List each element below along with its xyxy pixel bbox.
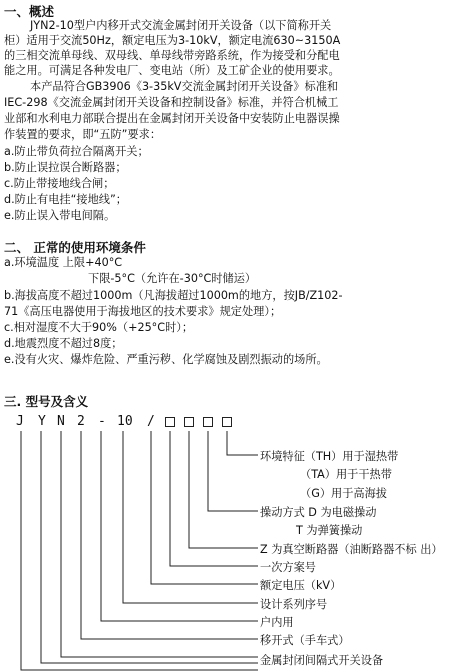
model-label-operation: 操动方式 D 为电磁操动 xyxy=(260,506,377,519)
five-prevention-item: c.防止带接地线合闸； xyxy=(4,177,115,190)
overview-line: 业部和水利电力部联合提出在金属封闭开关设备中安装防止电器误操 xyxy=(4,112,340,125)
code-char: / xyxy=(147,414,155,429)
model-label-voltage: 额定电压（kV） xyxy=(260,579,342,592)
five-prevention-item: d.防止有电挂“接地线”； xyxy=(4,193,127,206)
model-label-scheme: 一次方案号 xyxy=(260,561,316,574)
environment-line: b.海拔高度不超过1000m（凡海拔超过1000m的地方，按JB/Z102- xyxy=(4,289,343,302)
code-char: 2 xyxy=(77,414,85,429)
environment-line: c.相对湿度不大于90%（+25°C时）； xyxy=(4,321,194,334)
model-label-environment: 环境特征（TH）用于湿热带 xyxy=(260,450,399,463)
code-char: N xyxy=(57,414,65,429)
overview-line: 的三相交流单母线、双母线、单母线带旁路系统，作为接受和分配电 xyxy=(4,49,340,62)
overview-line: 本产品符合GB3906《3-35kV交流金属封闭开关设备》标准和 xyxy=(30,80,339,93)
environment-line: a.环境温度 上限+40°C xyxy=(4,256,123,269)
code-char: - xyxy=(98,414,106,429)
section-heading-environment: 二、 正常的使用环境条件 xyxy=(4,240,146,255)
five-prevention-item: e.防止误入带电间隔。 xyxy=(4,209,116,222)
model-label-indoor: 户内用 xyxy=(260,616,294,629)
overview-line: 柜）适用于交流50Hz，额定电压为3-10kV，额定电流630~3150A xyxy=(4,34,341,47)
overview-line: 能之用。可满足各种发电厂、变电站（所）及工矿企业的使用要求。 xyxy=(4,64,340,77)
model-label-environment: （TA）用于干热带 xyxy=(300,468,392,481)
model-label-series: 设计系列序号 xyxy=(260,598,328,611)
environment-line: d.地震烈度不超过8度； xyxy=(4,337,123,350)
overview-line: 作装置的要求，即“五防”要求： xyxy=(4,128,162,141)
model-label-environment: （G）用于高海拔 xyxy=(300,487,387,500)
five-prevention-item: b.防止误拉误合断路器； xyxy=(4,161,127,174)
model-label-withdrawable: 移开式（手车式） xyxy=(260,634,350,647)
environment-line: e.没有火灾、爆炸危险、严重污秽、化学腐蚀及剧烈振动的场所。 xyxy=(4,353,328,366)
model-label-operation: T 为弹簧操动 xyxy=(296,524,363,537)
overview-line: IEC-298《交流金属封闭开关设备和控制设备》标准，并符合机械工 xyxy=(4,96,339,109)
section-heading-model: 三. 型号及含义 xyxy=(4,394,89,409)
five-prevention-item: a.防止带负荷拉合隔离开关； xyxy=(4,145,149,158)
environment-line: 71《高压电器使用于海拔地区的技术要求》规定处理）； xyxy=(4,305,282,318)
model-label-metal-enclosed: 金属封闭间隔式开关设备 xyxy=(260,654,384,667)
code-char: J xyxy=(16,414,24,429)
section-heading-overview: 一、概述 xyxy=(4,4,55,19)
code-char: Y xyxy=(38,414,46,429)
code-char: 10 xyxy=(117,414,133,429)
environment-line: 下限-5°C（允许在-30°C时储运） xyxy=(88,272,257,285)
model-label-breaker: Z 为真空断路器（油断路器不标 出） xyxy=(260,543,443,556)
overview-line: JYN2-10型户内移开式交流金属封闭开关设备（以下简称开关 xyxy=(30,19,332,32)
